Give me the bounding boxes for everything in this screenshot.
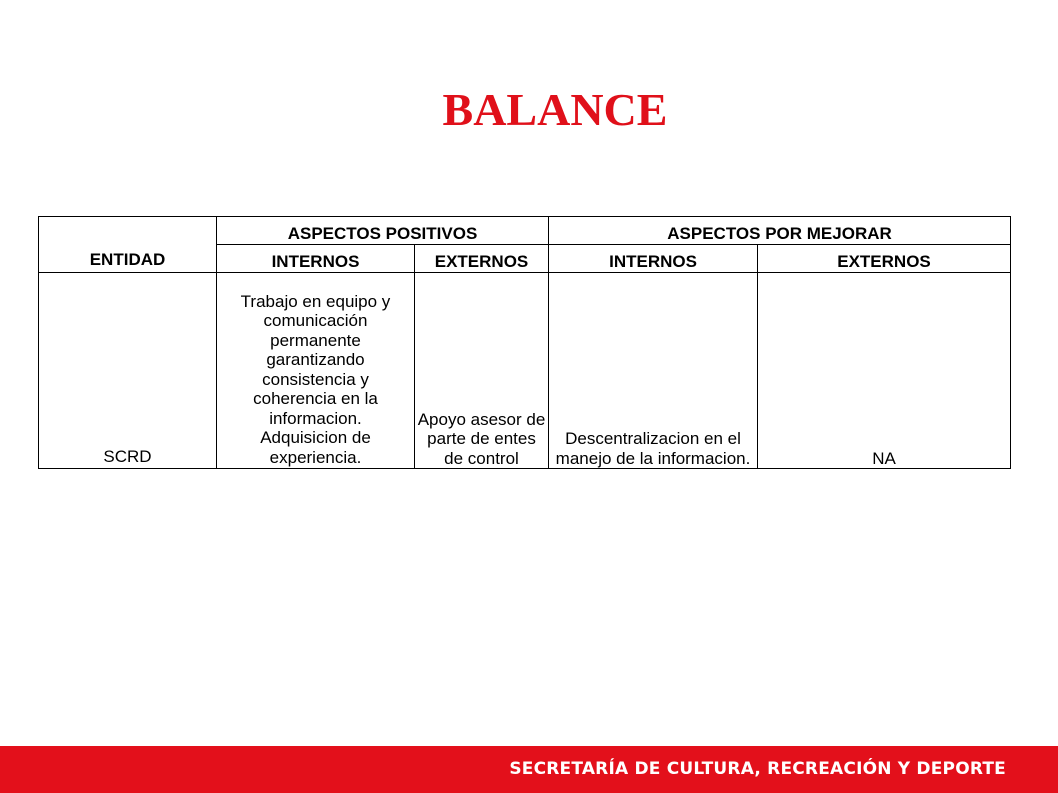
header-entity: ENTIDAD (39, 217, 217, 273)
entity-cell: SCRD (39, 273, 217, 469)
positive-internal-cell (217, 273, 415, 469)
page-title: BALANCE (442, 84, 668, 135)
header-aspectos-positivos: ASPECTOS POSITIVOS (217, 217, 549, 245)
table-row (39, 273, 1011, 469)
positive-internal-text-1: Trabajo en equipo y comunicación permanente garantizando consistencia y coherencia en la informacion. (240, 291, 391, 428)
footer-bar (0, 746, 1058, 793)
balance-table (38, 216, 1011, 469)
header-aspectos-por-mejorar: ASPECTOS POR MEJORAR (549, 217, 1011, 245)
header-positive-externos: EXTERNOS (415, 245, 549, 273)
footer-text: SECRETARÍA DE CULTURA, RECREACIÓN Y DEPORTE (509, 759, 1006, 779)
group-header-row (39, 217, 1011, 245)
improve-internal-cell: Descentralizacion en el manejo de la informacion. (549, 273, 758, 469)
header-improve-internos: INTERNOS (549, 245, 758, 273)
positive-external-cell: Apoyo asesor de parte de entes de control (415, 273, 549, 469)
header-improve-externos: EXTERNOS (758, 245, 1011, 273)
positive-internal-text-2: Adquisicion de experiencia. (260, 428, 371, 467)
improve-external-cell: NA (758, 273, 1011, 469)
header-positive-internos: INTERNOS (217, 245, 415, 273)
